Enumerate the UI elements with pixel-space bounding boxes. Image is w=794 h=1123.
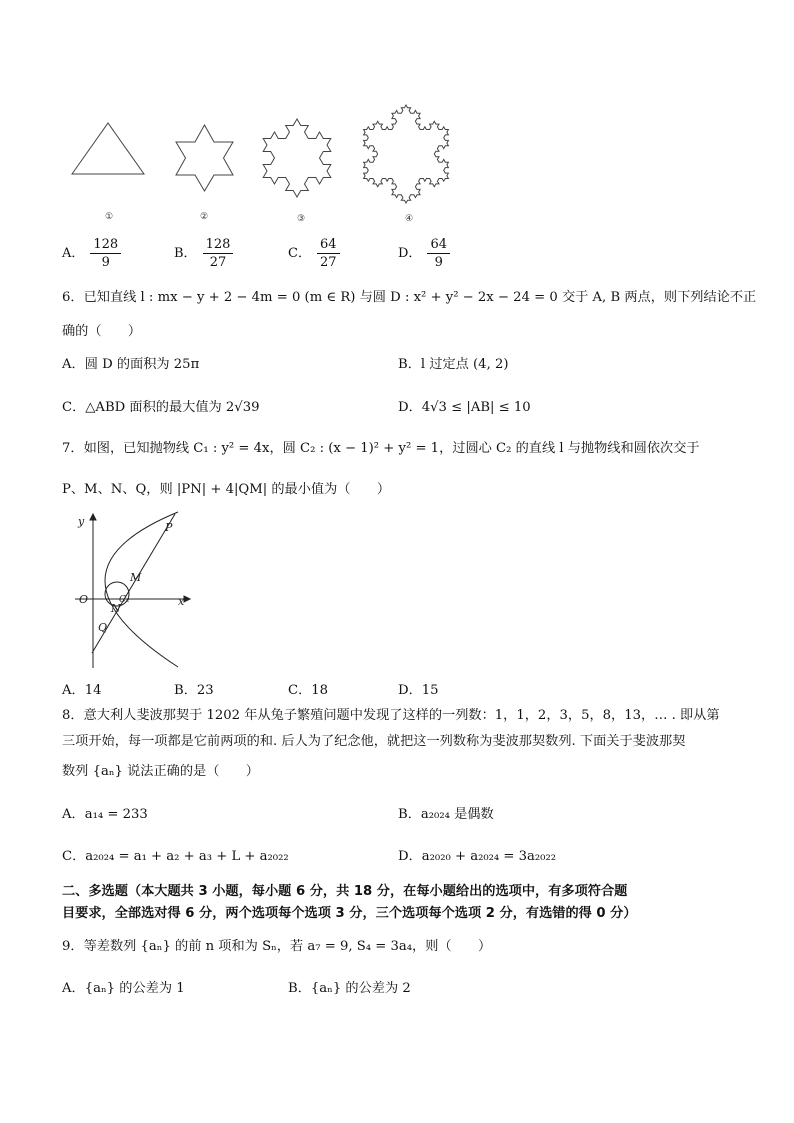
q7-stem-line1: 7．如图，已知抛物线 C₁ : y² = 4x，圆 C₂ : (x − 1)² + y² = 1，过圆心 C₂ 的直线 l 与抛物线和圆依次交于 bbox=[62, 441, 700, 456]
fraction: $\frac{128}{9}$ bbox=[90, 236, 121, 271]
fraction: $\frac{64}{27}$ bbox=[317, 236, 340, 271]
q6-option-b[interactable]: B．l 过定点 (4, 2) bbox=[398, 357, 509, 372]
q7-option-a[interactable]: A．14 bbox=[62, 683, 102, 698]
q9-stem: 9．等差数列 {aₙ} 的前 n 项和为 Sₙ，若 a₇ = 9, S₄ = 3a₄，则（ ） bbox=[62, 939, 492, 954]
q6-stem-line2: 确的（ ） bbox=[62, 324, 142, 339]
q5-option-a[interactable]: A． $\frac{128}{9}$ bbox=[62, 236, 121, 271]
figure-label-2: ② bbox=[200, 212, 209, 222]
q7-stem-line2: P、M、N、Q，则 |PN| + 4|QM| 的最小值为（ ） bbox=[62, 482, 391, 497]
q6-option-d[interactable]: D．4√3 ≤ |AB| ≤ 10 bbox=[398, 400, 531, 415]
q8-option-b[interactable]: B．a₂₀₂₄ 是偶数 bbox=[398, 807, 494, 822]
figure-label-3: ③ bbox=[297, 214, 306, 224]
fraction: $\frac{64}{9}$ bbox=[427, 236, 450, 271]
label-c2: C₂ bbox=[119, 595, 130, 605]
q9-option-a[interactable]: A．{aₙ} 的公差为 1 bbox=[62, 981, 185, 996]
label-x: x bbox=[178, 595, 185, 608]
q7-option-d[interactable]: D．15 bbox=[398, 683, 439, 698]
q6-option-c[interactable]: C．△ABD 面积的最大值为 2√39 bbox=[62, 400, 260, 415]
q5-option-d[interactable]: D． $\frac{64}{9}$ bbox=[398, 236, 450, 271]
q8-stem-line1: 8．意大利人斐波那契于 1202 年从兔子繁殖问题中发现了这样的一列数：1，1，2，3，5，8，13，… . 即从第 bbox=[62, 708, 720, 723]
label-q: Q bbox=[98, 621, 108, 634]
figure-label-4: ④ bbox=[405, 214, 414, 224]
q7-option-b[interactable]: B．23 bbox=[174, 683, 214, 698]
q5-option-c[interactable]: C． $\frac{64}{27}$ bbox=[288, 236, 340, 271]
label-m: M bbox=[130, 571, 142, 584]
q8-stem-line2: 三项开始，每一项都是它前两项的和. 后人为了纪念他，就把这一列数称为斐波那契数列. 下面关于斐波那契 bbox=[62, 734, 686, 749]
q8-stem-line3: 数列 {aₙ} 说法正确的是（ ） bbox=[62, 764, 259, 779]
label-y: y bbox=[78, 515, 85, 528]
label-o: O bbox=[79, 593, 89, 606]
section2-heading-line2: 目要求，全部选对得 6 分，两个选项每个选项 3 分，三个选项每个选项 2 分，有选错的得 0 分） bbox=[62, 906, 637, 921]
fraction: $\frac{128}{27}$ bbox=[203, 236, 234, 271]
q8-option-a[interactable]: A．a₁₄ = 233 bbox=[62, 807, 148, 822]
q7-option-c[interactable]: C．18 bbox=[288, 683, 329, 698]
figure-label-1: ① bbox=[105, 212, 114, 222]
q9-option-b[interactable]: B．{aₙ} 的公差为 2 bbox=[288, 981, 411, 996]
q6-stem-line1: 6．已知直线 l : mx − y + 2 − 4m = 0 (m ∈ R) 与圆 D : x² + y² − 2x − 24 = 0 交于 A, B 两点，则下列结论不正 bbox=[62, 290, 757, 305]
label-p: P bbox=[165, 521, 173, 534]
label-n: N bbox=[111, 602, 121, 615]
section2-heading-line1: 二、多选题（本大题共 3 小题，每小题 6 分，共 18 分，在每小题给出的选项中，有多项符合题 bbox=[62, 884, 628, 899]
q6-option-a[interactable]: A．圆 D 的面积为 25π bbox=[62, 357, 200, 372]
q8-option-c[interactable]: C．a₂₀₂₄ = a₁ + a₂ + a₃ + L + a₂₀₂₂ bbox=[62, 849, 289, 864]
q5-option-b[interactable]: B． $\frac{128}{27}$ bbox=[174, 236, 233, 271]
q8-option-d[interactable]: D．a₂₀₂₀ + a₂₀₂₄ = 3a₂₀₂₂ bbox=[398, 849, 557, 864]
